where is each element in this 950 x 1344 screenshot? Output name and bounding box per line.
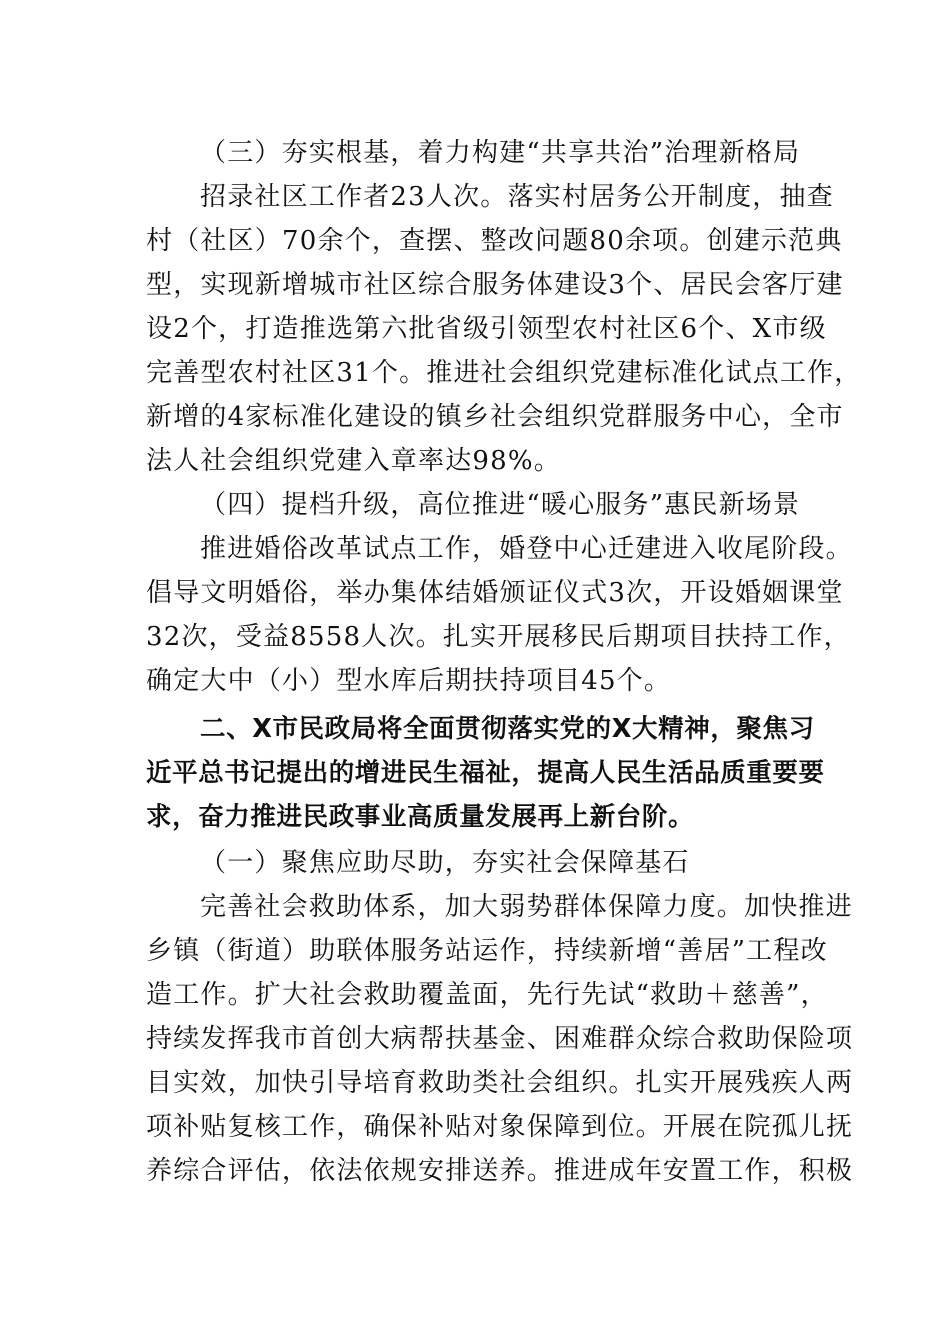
part-2-heading-line: 求，奋力推进民政事业高质量发展再上新台阶。 [146,802,695,832]
paragraph-line: 新增的4家标准化建设的镇乡社会组织党群服务中心，全市 [146,402,844,432]
paragraph-line: 持续发挥我市首创大病帮扶基金、困难群众综合救助保险项 [146,1024,854,1054]
paragraph-line: 造工作。扩大社会救助覆盖面，先行先试“救助＋慈善”， [146,980,828,1010]
section-3 [146,131,862,483]
paragraph-line: 倡导文明婚俗，举办集体结婚颁证仪式3次，开设婚姻课堂 [146,578,844,608]
paragraph-line: 村（社区）70余个，查摆、整改问题80余项。创建示范典 [146,226,843,256]
paragraph-line: 法人社会组织党建入章率达98%。 [146,446,561,476]
paragraph-line: 完善型农村社区31个。推进社会组织党建标准化试点工作， [146,358,862,388]
part-2-heading-line: 二、X市民政局将全面贯彻落实党的X大精神，聚焦习 [200,714,815,744]
paragraph-line: 目实效，加快引导培育救助类社会组织。扎实开展残疾人两 [146,1068,854,1098]
paragraph-line: 项补贴复核工作，确保补贴对象保障到位。开展在院孤儿抚 [146,1112,854,1142]
paragraph-line: 养综合评估，依法依规安排送养。推进成年安置工作，积极 [146,1156,854,1186]
section-4-heading: （四）提档升级，高位推进“暖心服务”惠民新场景 [200,490,801,520]
part-2-heading-line: 近平总书记提出的增进民生福祉，提高人民生活品质重要要 [146,758,825,788]
paragraph-line: 32次，受益8558人次。扎实开展移民后期项目扶持工作， [146,622,851,652]
section-3-heading: （三）夯实根基，着力构建“共享共治”治理新格局 [200,138,801,168]
subsection-1 [146,841,854,1193]
paragraph-line: 推进婚俗改革试点工作，婚登中心迁建进入收尾阶段。 [200,534,853,564]
paragraph-line: 设2个，打造推选第六批省级引领型农村社区6个、X市级 [146,314,827,344]
part-2-heading [146,707,825,839]
paragraph-line: 型，实现新增城市社区综合服务体建设3个、居民会客厅建 [146,270,844,300]
paragraph-line: 招录社区工作者23人次。落实村居务公开制度，抽查 [200,182,834,212]
section-4 [146,483,853,703]
subsection-1-heading: （一）聚焦应助尽助，夯实社会保障基石 [200,848,690,878]
paragraph-line: 确定大中（小）型水库后期扶持项目45个。 [146,666,672,696]
paragraph-line: 乡镇（街道）助联体服务站运作，持续新增“善居”工程改 [146,936,828,966]
paragraph-line: 完善社会救助体系，加大弱势群体保障力度。加快推进 [200,892,853,922]
document-page [146,131,862,1193]
